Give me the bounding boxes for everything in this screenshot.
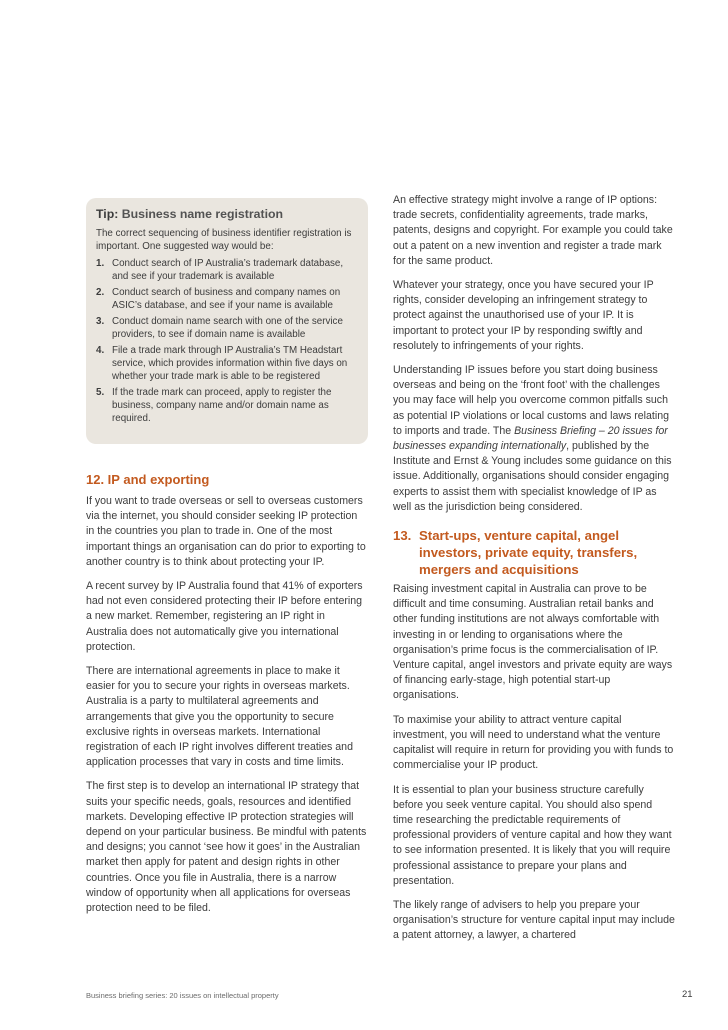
left-column xyxy=(86,198,368,925)
tip-heading: Business name registration xyxy=(118,207,284,221)
tip-box xyxy=(86,198,368,444)
step-number: 4. xyxy=(96,345,105,356)
infringement-paragraph: Whatever your strategy, once you have secured your IP rights, consider developing an infringement strategy to protect against the unauthorised use of your IP. It is important to protect your IP by responding swiftly and resolutely to infringements of your rights. xyxy=(393,279,654,352)
tip-step xyxy=(96,386,358,425)
section-12-paragraph: If you want to trade overseas or sell to overseas customers via the internet, you should consider seeking IP protection in the countries you plan to trade in. One of the most important things an organisation can do prior to exporting to another country is to think about protecting your IP. xyxy=(86,495,366,568)
section-12-paragraph: A recent survey by IP Australia found that 41% of exporters had not even considered protecting their IP before entering a new market. Remember, registering an IP right in Australia does not automatically give you international protection. xyxy=(86,580,363,653)
tip-steps-list xyxy=(96,257,358,425)
strategy-paragraph: An effective strategy might involve a range of IP options: trade secrets, confidentiality agreements, trade marks, patents, designs and copyright. For example you could take out a patent on a new invention and register a trade mark for the same product. xyxy=(393,194,673,267)
page-number: 21 xyxy=(682,989,693,1000)
tip-step xyxy=(96,344,358,383)
overseas-text-end: , published by the Institute and Ernst & Young includes some guidance on this issue. Additionally, organisations should consider engaging experts to assist them with specialist knowledge of IP as well as the jurisdiction being considered. xyxy=(393,440,672,513)
step-number: 2. xyxy=(96,287,105,298)
step-number: 5. xyxy=(96,387,105,398)
tip-lead: Tip: xyxy=(96,207,119,221)
step-number: 1. xyxy=(96,258,105,269)
publication-title: Business Briefing – 20 issues for businesses expanding internationally xyxy=(393,424,668,453)
step-text: Conduct search of business and company names on ASIC’s database, and see if your name is available xyxy=(112,287,341,311)
step-text: Conduct search of IP Australia’s trademark database, and see if your trademark is available xyxy=(112,258,344,282)
overseas-paragraph xyxy=(393,363,675,515)
section-12-heading: 12. IP and exporting xyxy=(86,472,210,487)
tip-title xyxy=(96,208,358,221)
step-text: If the trade mark can proceed, apply to register the business, company name and/or domain name as required. xyxy=(112,387,332,424)
section-13-paragraph: The likely range of advisers to help you prepare your organisation’s structure for venture capital input may include a patent attorney, a lawyer, a chartered xyxy=(393,898,675,942)
section-13-paragraph: Raising investment capital in Australia can prove to be difficult and time consuming. Australian retail banks and other funding institutions are not always comfortable with investing in or lending to organisations where the organisation’s prime focus is the commercialisation of IP. Venture capital, angel investors and private equity are ways of financing early-stage, high potential start-up organisations. xyxy=(393,583,673,702)
footer-series-title: Business briefing series: 20 issues on intellectual property xyxy=(86,991,279,1000)
tip-step xyxy=(96,315,358,341)
section-13-title: Start-ups, venture capital, angel investors, private equity, transfers, mergers and acquisitions xyxy=(419,528,638,578)
tip-step xyxy=(96,286,358,312)
section-12-paragraph: There are international agreements in place to make it easier for you to secure your rights in overseas markets. Australia is a party to multilateral agreements and arrangements that give you the opportunity to secure exclusive rights in overseas markets. International registration of each IP right involves different treaties and application processes that vary in costs and time limits. xyxy=(86,665,353,769)
section-13-heading xyxy=(393,527,675,578)
section-12-paragraph: The first step is to develop an international IP strategy that suits your specific needs, goals, resources and identified markets. Developing effective IP protection strategies will depend on your particular business. Be mindful with patents and designs; you cannot ‘see how it goes’ in the Australian market then apply for patent and design rights in other countries. Once you file in Australia, there is a narrow window of opportunity when all applications for overseas protection need to be filed. xyxy=(86,780,367,915)
step-number: 3. xyxy=(96,316,105,327)
section-13-paragraph: It is essential to plan your business structure carefully before you seek venture capital. You should also spend time researching the predictable requirements of professional providers of venture capital and how they want to see information presented. It is likely that you will require professional assistance to prepare your plans and presentation. xyxy=(393,783,672,887)
step-text: Conduct domain name search with one of the service providers, to see if domain name is available xyxy=(112,316,343,340)
tip-step xyxy=(96,257,358,283)
section-13-paragraph: To maximise your ability to attract venture capital investment, you will need to understand what the venture capitalist will require in return for providing you with funds to commercialise your IP product. xyxy=(393,713,674,772)
section-13-number: 13. xyxy=(393,528,412,544)
overseas-text: Understanding IP issues before you start doing business overseas and being on the ‘front foot’ with the challenges you may face will help you overcome common pitfalls such as potential IP violations or local customs and laws relating to imports and trade. The xyxy=(393,364,669,437)
step-text: File a trade mark through IP Australia’s TM Headstart service, which provides information within five days on whether your trade mark is able to be registered xyxy=(112,345,348,382)
tip-intro: The correct sequencing of business identifier registration is important. One suggested way would be: xyxy=(96,228,352,252)
right-column xyxy=(393,193,675,953)
